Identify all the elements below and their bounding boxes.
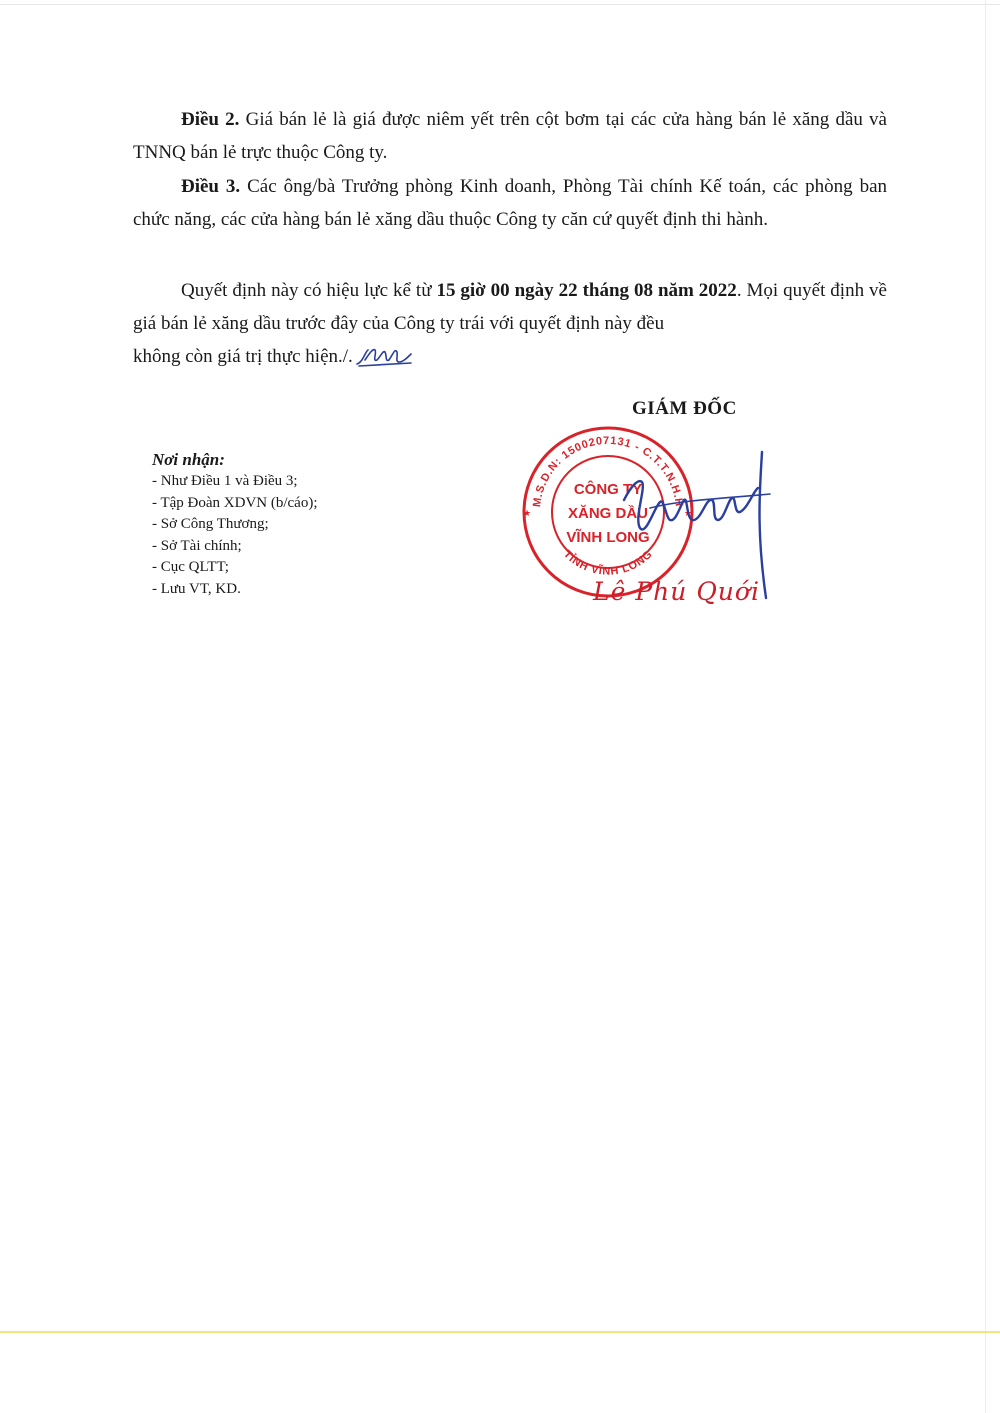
recipient-item: - Sở Tài chính; bbox=[152, 537, 242, 554]
seal-ring-bottom: TỈNH VĨNH LONG bbox=[560, 548, 656, 578]
effective-clause bbox=[133, 274, 887, 373]
seal-line-1: CÔNG TY bbox=[573, 481, 643, 498]
article-3-label: Điều 3. bbox=[181, 176, 241, 197]
signer-name: Lê Phú Quới bbox=[593, 577, 760, 606]
effective-last: không còn giá trị thực hiện./. bbox=[133, 346, 353, 367]
seal-star-right-icon: ★ bbox=[684, 508, 693, 518]
recipient-item: - Sở Công Thương; bbox=[152, 516, 269, 532]
recipients-block bbox=[152, 449, 318, 600]
page-edge-right bbox=[985, 0, 986, 1413]
seal-line-3: VĨNH LONG bbox=[566, 529, 650, 546]
article-2 bbox=[133, 103, 887, 169]
article-2-label: Điều 2. bbox=[181, 109, 240, 130]
page-edge-bottom bbox=[0, 1331, 1000, 1333]
effective-datetime: 15 giờ 00 ngày 22 tháng 08 năm 2022 bbox=[436, 280, 737, 301]
effective-rest: . Mọi quyết định về giá bán lẻ xăng dầu trước đây của Công ty trái với quyết định này đều bbox=[133, 280, 887, 334]
recipient-item: - Như Điều 1 và Điều 3; bbox=[152, 473, 298, 489]
seal-ring-top: M.S.D.N: 1500207131 - C.T.T.N.H.H bbox=[531, 434, 685, 508]
article-3 bbox=[133, 170, 887, 236]
effective-lead: Quyết định này có hiệu lực kể từ bbox=[181, 280, 437, 301]
page-edge-top bbox=[0, 4, 1000, 5]
director-title: GIÁM ĐỐC bbox=[632, 398, 737, 419]
recipients-title: Nơi nhận: bbox=[152, 450, 225, 469]
recipient-item: - Tập Đoàn XDVN (b/cáo); bbox=[152, 494, 318, 511]
initial-mark-icon bbox=[355, 344, 413, 368]
seal-line-2: XĂNG DẦU bbox=[567, 505, 649, 522]
article-2-text: Giá bán lẻ là giá được niêm yết trên cột bơm tại các cửa hàng bán lẻ xăng dầu và TNNQ bán lẻ trực thuộc Công ty. bbox=[133, 109, 887, 163]
recipient-item: - Lưu VT, KD. bbox=[152, 580, 241, 597]
recipient-item: - Cục QLTT; bbox=[152, 559, 229, 575]
seal-star-left-icon: ★ bbox=[523, 508, 532, 518]
recipients-list bbox=[152, 471, 318, 600]
article-3-text: Các ông/bà Trưởng phòng Kinh doanh, Phòng Tài chính Kế toán, các phòng ban chức năng, các cửa hàng bán lẻ xăng dầu thuộc Công ty căn cứ quyết định thi hành. bbox=[133, 176, 887, 230]
